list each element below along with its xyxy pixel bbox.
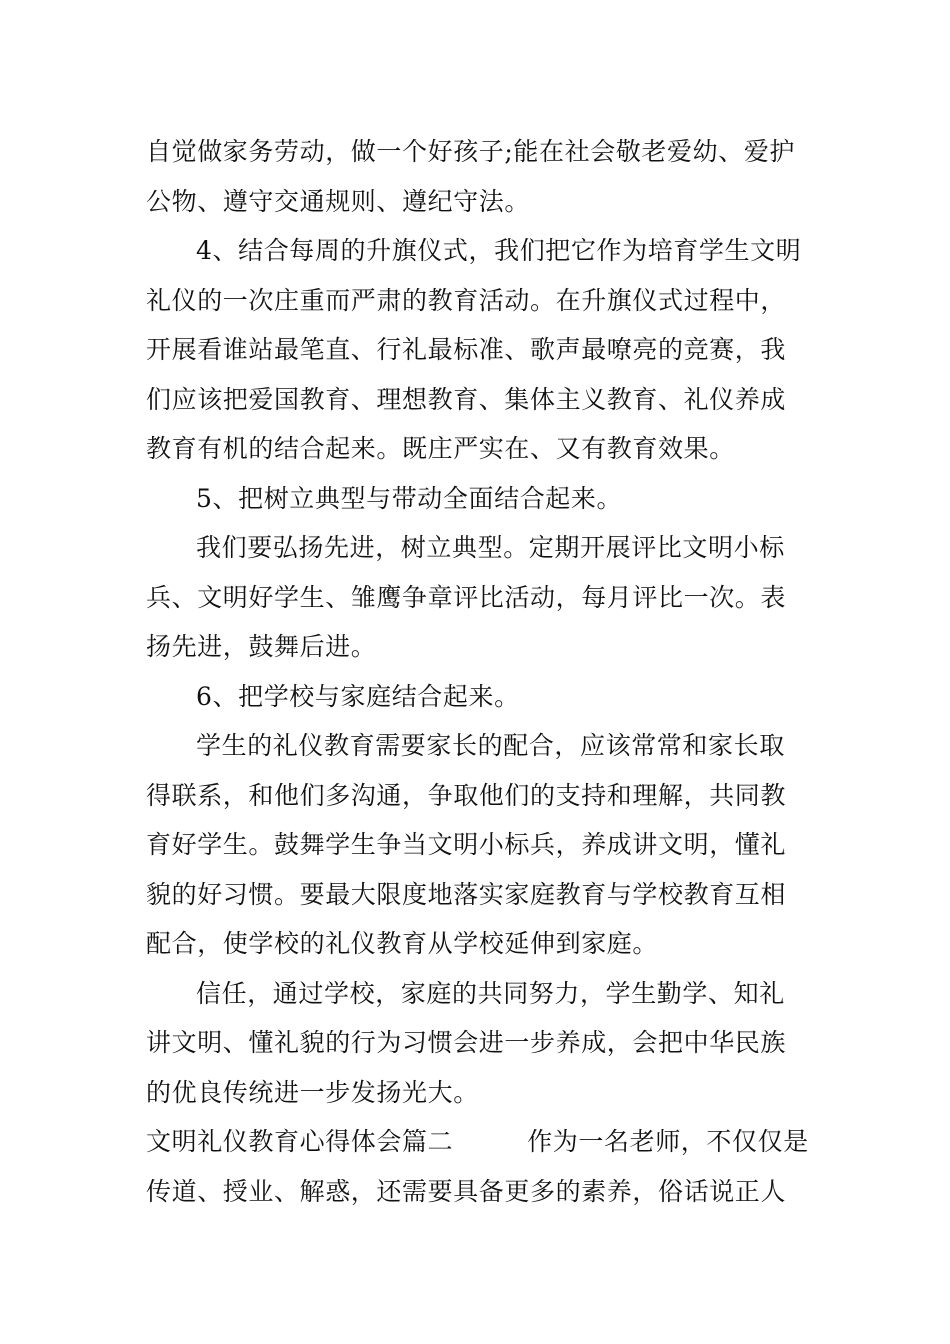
text-line: 配合，使学校的礼仪教育从学校延伸到家庭。 [146, 929, 659, 958]
text-line: 们应该把爱国教育、理想教育、集体主义教育、礼仪养成 [146, 384, 787, 414]
paragraph [146, 474, 808, 524]
paragraph [146, 969, 808, 1118]
text-line: 育好学生。鼓舞学生争当文明小标兵，养成讲文明，懂礼 [146, 830, 787, 859]
text-line: 礼仪的一次庄重而严肃的教育活动。在升旗仪式过程中， [146, 285, 787, 315]
heading-gap [453, 1117, 527, 1167]
text-line: 信任，通过学校，家庭的共同努力，学生勤学、知礼 [196, 978, 785, 1008]
text-line: 兵、文明好学生、雏鹰争章评比活动，每月评比一次。表 [146, 582, 787, 612]
text-line: 6、把学校与家庭结合起来。 [196, 681, 520, 711]
text-line: 教育有机的结合起来。既庄严实在、又有教育效果。 [146, 434, 735, 463]
paragraph [146, 127, 808, 226]
text-line: 公物、遵守交通规则、遵纪守法。 [146, 186, 531, 216]
paragraph-list [146, 127, 808, 1117]
text-line: 讲文明、懂礼貌的行为习惯会进一步养成，会把中华民族 [146, 1028, 787, 1057]
text-line: 的优良传统进一步发扬光大。 [146, 1077, 479, 1107]
document-page [146, 127, 808, 1216]
section-heading-line [146, 1117, 808, 1167]
paragraph [146, 721, 808, 969]
paragraph [146, 523, 808, 672]
text-line: 貌的好习惯。要最大限度地落实家庭教育与学校教育互相 [146, 879, 787, 909]
paragraph [146, 672, 808, 722]
text-line: 5、把树立典型与带动全面结合起来。 [196, 483, 623, 513]
text-line: 4、结合每周的升旗仪式，我们把它作为培育学生文明 [196, 236, 802, 265]
text-line: 开展看谁站最笔直、行礼最标准、歌声最嘹亮的竞赛，我 [146, 335, 787, 364]
text-line: 我们要弘扬先进，树立典型。定期开展评比文明小标 [196, 533, 785, 562]
text-line: 得联系，和他们多沟通，争取他们的支持和理解，共同教 [146, 780, 787, 810]
section-first-line: 作为一名老师，不仅仅是 [527, 1127, 809, 1156]
text-line: 扬先进，鼓舞后进。 [146, 632, 377, 661]
paragraph [146, 226, 808, 474]
section-next-line: 传道、授业、解惑，还需要具备更多的素养，俗话说正人 [146, 1176, 787, 1206]
section-title: 文明礼仪教育心得体会篇二 [146, 1127, 454, 1156]
text-line: 自觉做家务劳动，做一个好孩子;能在社会敬老爱幼、爱护 [146, 137, 796, 166]
text-line: 学生的礼仪教育需要家长的配合，应该常常和家长取 [196, 731, 785, 760]
